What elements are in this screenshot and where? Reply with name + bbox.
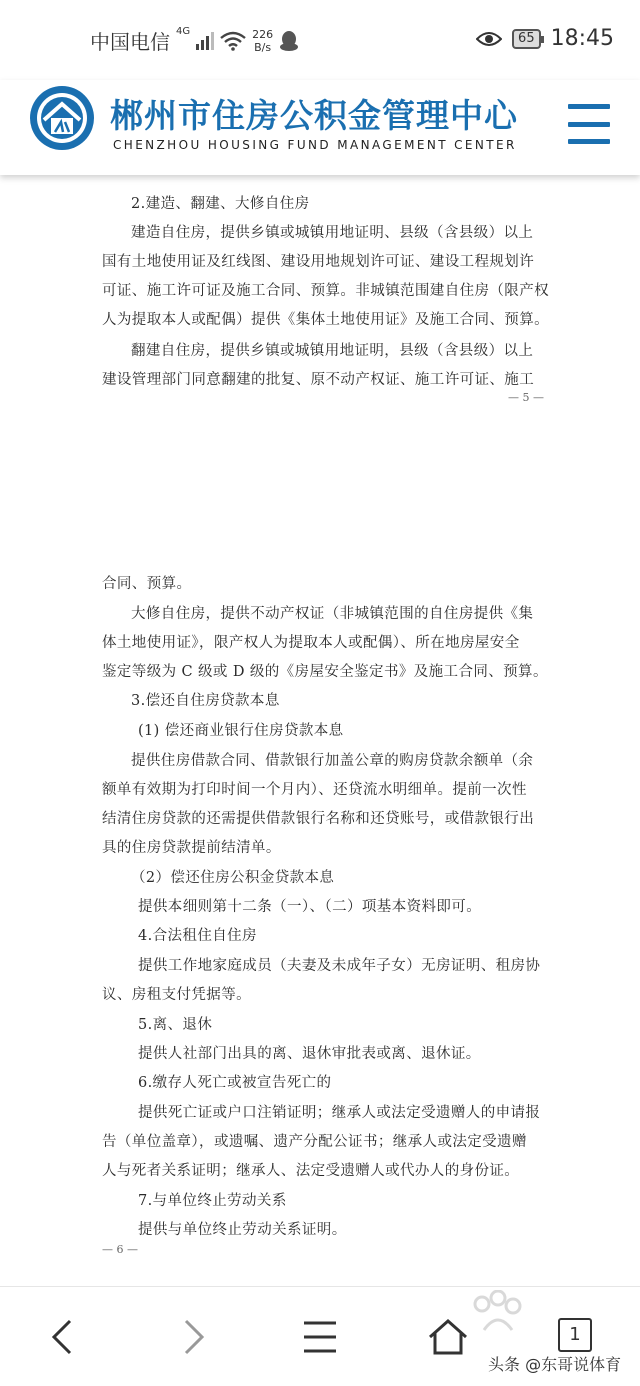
home-icon[interactable] xyxy=(426,1315,470,1359)
net-speed-unit: B/s xyxy=(254,40,272,54)
doc-line: 2.建造、翻建、大修自住房 xyxy=(131,196,310,212)
doc-line: 翻建自住房，提供乡镇或城镇用地证明，县级（含县级）以上 xyxy=(131,343,534,359)
doc-line: 具的住房贷款提前结清单。 xyxy=(102,840,281,856)
housing-fund-logo[interactable] xyxy=(28,84,96,152)
site-title: 郴州市住房公积金管理中心 xyxy=(110,96,518,135)
doc-line: 4.合法租住自住房 xyxy=(138,928,257,944)
doc-line: 合同、预算。 xyxy=(102,576,192,592)
menu-button[interactable] xyxy=(568,104,610,144)
forward-icon[interactable] xyxy=(170,1315,214,1359)
status-left xyxy=(90,26,299,55)
doc-line: 体土地使用证》，限产权人为提取本人或配偶）、所在地房屋安全 xyxy=(102,635,520,651)
clock: 18:45 xyxy=(550,26,614,51)
menu-bar xyxy=(568,139,610,144)
doc-line: (1) 偿还商业银行住房贷款本息 xyxy=(138,723,344,739)
menu-bar xyxy=(568,122,610,127)
doc-line: 提供死亡证或户口注销证明；继承人或法定受遗赠人的申请报 xyxy=(138,1105,541,1121)
net-speed xyxy=(252,28,273,54)
doc-line: 议、房租支付凭据等。 xyxy=(102,987,251,1003)
wifi-icon xyxy=(220,31,246,51)
doc-line: 额单有效期为打印时间一个月内）、还贷流水明细单。提前一次性 xyxy=(102,782,527,798)
doc-line: 提供本细则第十二条（一）、（二）项基本资料即可。 xyxy=(138,899,482,915)
doc-line: 3.偿还自住房贷款本息 xyxy=(131,693,280,709)
net-speed-value: 226 xyxy=(252,27,274,41)
doc-line: 提供与单位终止劳动关系证明。 xyxy=(138,1222,347,1238)
doc-line: 建设管理部门同意翻建的批复、原不动产权证、施工许可证、施工 xyxy=(102,372,535,388)
signal-icon xyxy=(196,32,214,50)
page-number: — 6 — xyxy=(102,1243,138,1256)
doc-line: 国有土地使用证及红线图、建设用地规划许可证、建设工程规划许 xyxy=(102,254,535,270)
menu-icon[interactable] xyxy=(298,1315,342,1359)
status-right xyxy=(476,26,614,51)
carrier-label: 中国电信 xyxy=(90,30,170,54)
doc-line: 人为提取本人或配偶）提供《集体土地使用证》及施工合同、预算。 xyxy=(102,312,549,328)
document-viewer[interactable] xyxy=(0,175,640,1285)
doc-line: 提供住房借款合同、借款银行加盖公章的购房贷款余额单（余 xyxy=(131,753,534,769)
site-subtitle: CHENZHOU HOUSING FUND MANAGEMENT CENTER xyxy=(113,138,517,152)
network-type: 4G xyxy=(176,26,191,37)
doc-line: 鉴定等级为 C 级或 D 级的《房屋安全鉴定书》及施工合同、预算。 xyxy=(102,664,548,680)
status-bar xyxy=(0,0,640,80)
menu-bar xyxy=(568,104,610,109)
doc-line: 人与死者关系证明；继承人、法定受遗赠人或代办人的身份证。 xyxy=(102,1163,520,1179)
tab-count-button[interactable]: 1 xyxy=(558,1318,592,1352)
watermark-text: 头条 @东哥说体育 xyxy=(488,1355,622,1374)
back-icon[interactable] xyxy=(42,1315,86,1359)
site-header xyxy=(0,80,640,175)
doc-line: 可证、施工许可证及施工合同、预算。非城镇范围建自住房（限产权 xyxy=(102,283,549,299)
doc-line: 6.缴存人死亡或被宣告死亡的 xyxy=(138,1075,332,1091)
watermark-paw-icon xyxy=(468,1290,524,1346)
page-number: — 5 — xyxy=(508,391,544,404)
doc-line: 告（单位盖章），或遗嘱、遗产分配公证书；继承人或法定受遗赠 xyxy=(102,1134,527,1150)
doc-line: 提供工作地家庭成员（夫妻及未成年子女）无房证明、租房协 xyxy=(138,958,541,974)
doc-line: 5.离、退休 xyxy=(138,1017,213,1033)
eye-comfort-icon xyxy=(476,30,502,48)
doc-line: 建造自住房，提供乡镇或城镇用地证明、县级（含县级）以上 xyxy=(131,225,534,241)
qq-penguin-icon xyxy=(279,30,299,52)
doc-line: （2）偿还住房公积金贷款本息 xyxy=(131,870,335,886)
doc-line: 7.与单位终止劳动关系 xyxy=(138,1193,287,1209)
doc-line: 结清住房贷款的还需提供借款银行名称和还贷账号，或借款银行出 xyxy=(102,811,535,827)
battery-indicator: 65 xyxy=(512,29,541,49)
doc-line: 大修自住房，提供不动产权证（非城镇范围的自住房提供《集 xyxy=(131,606,534,622)
doc-line: 提供人社部门出具的离、退休审批表或离、退休证。 xyxy=(138,1046,481,1062)
